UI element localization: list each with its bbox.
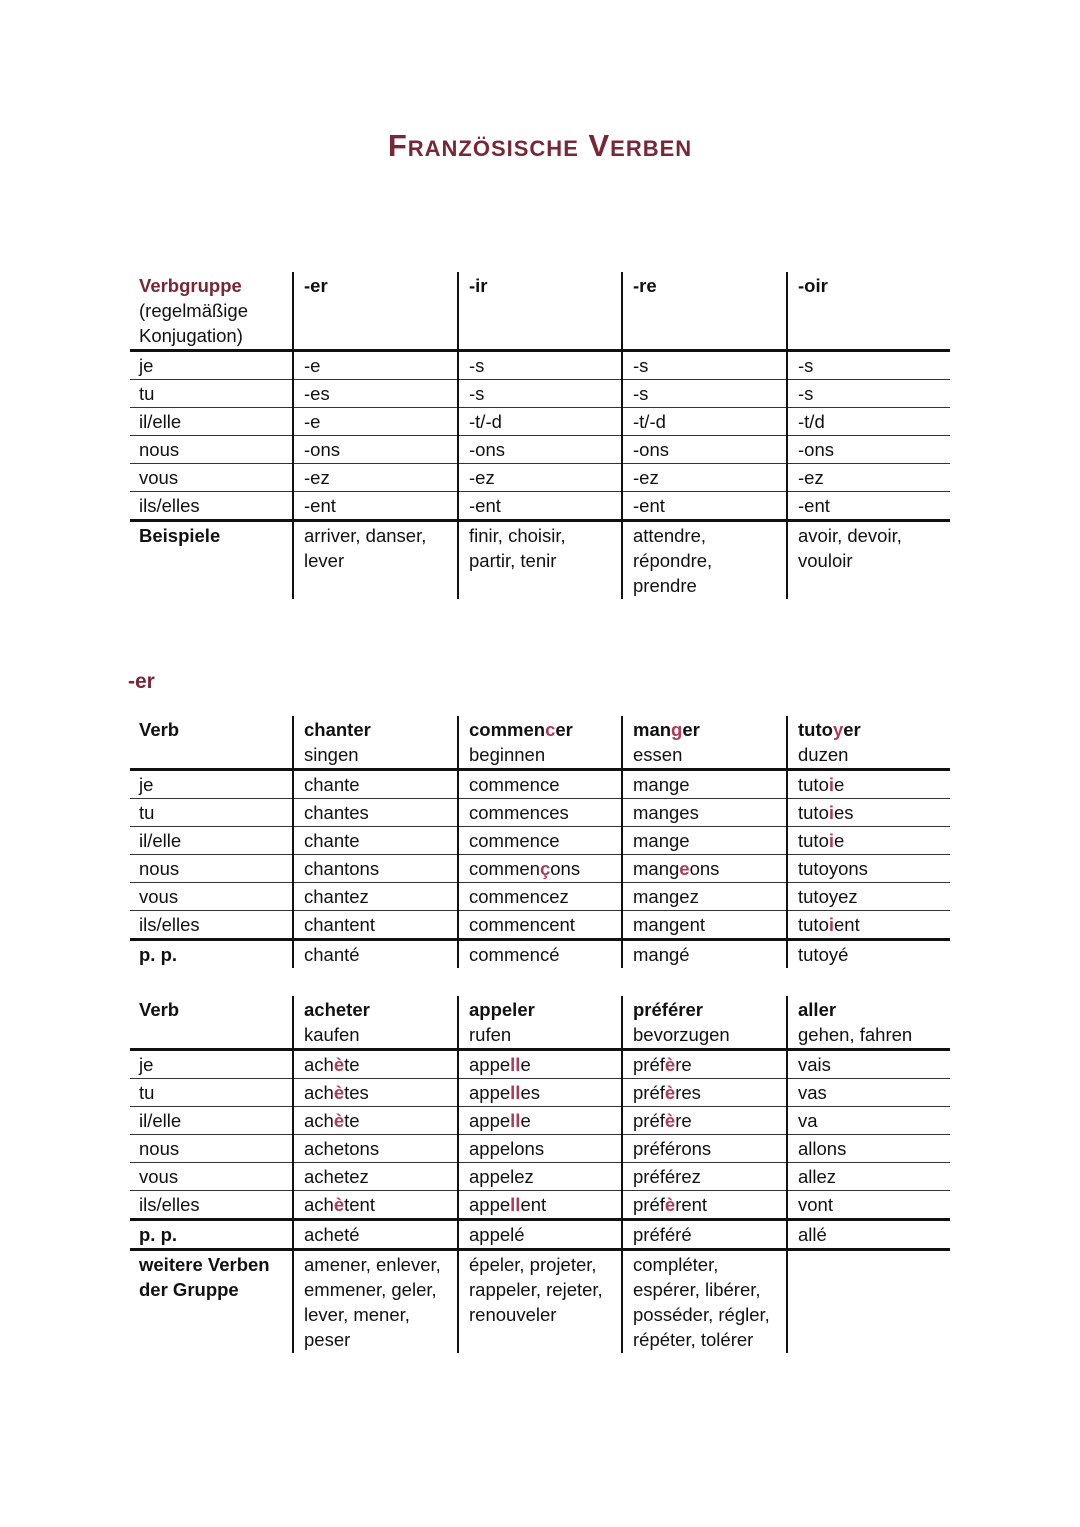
highlighted-change: ll (510, 1110, 521, 1131)
row-label: il/elle (130, 1107, 293, 1135)
row-label: p. p. (139, 944, 178, 965)
row-label: vous (130, 883, 293, 911)
table-cell: préfèrent (622, 1191, 787, 1220)
table-cell: -s (458, 380, 622, 408)
er-verbs-table-2 (130, 996, 950, 1353)
table-cell: épeler, projeter, rappeler, rejeter, renouveler (458, 1250, 622, 1354)
table-cell: -ez (622, 464, 787, 492)
header-row (130, 716, 950, 770)
table-cell: -ent (787, 492, 950, 521)
table-cell (787, 1250, 950, 1354)
table-row (130, 883, 950, 911)
verb-group-endings-table (130, 272, 950, 599)
highlighted-change: è (333, 1110, 345, 1131)
row-label: ils/elles (130, 492, 293, 521)
table-cell: préféré (622, 1220, 787, 1250)
table-cell: appelez (458, 1163, 622, 1191)
table-cell: commencent (458, 911, 622, 940)
table-cell: amener, enlever, emmener, geler, lever, mener, peser (293, 1250, 458, 1354)
header-cell (130, 716, 293, 770)
table-cell: vont (787, 1191, 950, 1220)
highlighted-change: i (828, 914, 834, 935)
highlighted-change: ll (510, 1194, 521, 1215)
table-cell: achètent (293, 1191, 458, 1220)
table-cell: -s (622, 351, 787, 380)
table-cell: achètes (293, 1079, 458, 1107)
row-label: tu (130, 799, 293, 827)
header-title: -re (633, 275, 657, 296)
table-row (130, 1163, 950, 1191)
row-label: ils/elles (130, 1191, 293, 1220)
header-subtitle: gehen, fahren (798, 1024, 913, 1045)
highlighted-change: è (333, 1054, 345, 1075)
table-cell: mangé (622, 940, 787, 969)
table-cell: vas (787, 1079, 950, 1107)
table-cell: -e (293, 408, 458, 436)
header-title: aller (798, 999, 837, 1020)
table-cell: -e (293, 351, 458, 380)
table-cell: préfères (622, 1079, 787, 1107)
header-subtitle: singen (304, 744, 359, 765)
table-cell: -ez (787, 464, 950, 492)
page-title: Französische Verben (387, 128, 693, 163)
table-cell: allons (787, 1135, 950, 1163)
table-cell: appelle (458, 1050, 622, 1079)
header-subtitle: duzen (798, 744, 849, 765)
table-cell: vais (787, 1050, 950, 1079)
header-cell (293, 996, 458, 1050)
row-label: vous (130, 464, 293, 492)
table-cell: -s (458, 351, 622, 380)
header-title: commencer (469, 719, 573, 740)
table-cell: chanté (293, 940, 458, 969)
table-cell: commencé (458, 940, 622, 969)
table-cell: tutoie (787, 827, 950, 855)
row-label: nous (130, 1135, 293, 1163)
header-cell (622, 996, 787, 1050)
table-row (130, 855, 950, 883)
table-row (130, 1079, 950, 1107)
table-cell: appelons (458, 1135, 622, 1163)
table-cell: achetez (293, 1163, 458, 1191)
table-cell: -ent (622, 492, 787, 521)
header-title: Verb (139, 999, 180, 1020)
table-row (130, 408, 950, 436)
header-cell (458, 272, 622, 351)
header-cell (622, 716, 787, 770)
header-cell (458, 716, 622, 770)
row-label: vous (130, 1163, 293, 1191)
table-row (130, 380, 950, 408)
row-label: il/elle (130, 408, 293, 436)
header-title: -ir (469, 275, 488, 296)
header-title: acheter (304, 999, 370, 1020)
header-title: Verbgruppe (139, 275, 242, 296)
highlighted-change: e (679, 858, 690, 879)
header-cell (787, 272, 950, 351)
header-title: appeler (469, 999, 535, 1020)
header-row (130, 272, 950, 351)
table-cell: chantent (293, 911, 458, 940)
table-row (130, 1135, 950, 1163)
table-cell: appelé (458, 1220, 622, 1250)
table-cell: commences (458, 799, 622, 827)
table-cell: -ent (458, 492, 622, 521)
table-row (130, 464, 950, 492)
highlighted-change: è (664, 1110, 676, 1131)
table-cell: commence (458, 770, 622, 799)
table-cell: -ons (622, 436, 787, 464)
row-label: weitere Verben der Gruppe (139, 1254, 270, 1300)
table-cell: achète (293, 1050, 458, 1079)
more-verbs-row (130, 1250, 950, 1354)
header-cell (293, 716, 458, 770)
header-cell (787, 996, 950, 1050)
header-cell (130, 996, 293, 1050)
table-cell: tutoyez (787, 883, 950, 911)
highlighted-change: i (828, 802, 834, 823)
table-row (130, 1191, 950, 1220)
table-cell: chante (293, 770, 458, 799)
header-cell (458, 996, 622, 1050)
table-cell: attendre, répondre, prendre (622, 521, 787, 600)
table-cell: préférons (622, 1135, 787, 1163)
header-title: tutoyer (798, 719, 861, 740)
table-cell: avoir, devoir, vouloir (787, 521, 950, 600)
row-label: ils/elles (130, 911, 293, 940)
table-cell: achetons (293, 1135, 458, 1163)
table-row (130, 911, 950, 940)
table-cell: mangent (622, 911, 787, 940)
header-subtitle: beginnen (469, 744, 546, 765)
header-title: Verb (139, 719, 180, 740)
row-label: nous (130, 855, 293, 883)
header-subtitle: bevorzugen (633, 1024, 730, 1045)
section-heading-er: -er (128, 670, 155, 693)
table-cell: acheté (293, 1220, 458, 1250)
table-row (130, 770, 950, 799)
row-label: je (130, 770, 293, 799)
table-cell: commençons (458, 855, 622, 883)
header-row (130, 996, 950, 1050)
table-cell: chantons (293, 855, 458, 883)
row-label: je (130, 351, 293, 380)
table-cell: préfère (622, 1107, 787, 1135)
table-row (130, 827, 950, 855)
table-cell: -ons (293, 436, 458, 464)
highlighted-change: è (333, 1194, 345, 1215)
table-cell: mangeons (622, 855, 787, 883)
highlighted-change: y (832, 719, 844, 740)
header-cell (787, 716, 950, 770)
header-cell (622, 272, 787, 351)
header-title: manger (633, 719, 700, 740)
table-cell: tutoient (787, 911, 950, 940)
row-label: p. p. (130, 1220, 293, 1250)
highlighted-change: ll (510, 1082, 521, 1103)
highlighted-change: g (671, 719, 683, 740)
examples-row (130, 521, 950, 600)
table-cell: -ent (293, 492, 458, 521)
table-cell: chantez (293, 883, 458, 911)
table-cell: compléter, espérer, libérer, posséder, régler, répéter, tolérer (622, 1250, 787, 1354)
table-cell: tutoies (787, 799, 950, 827)
row-label: il/elle (130, 827, 293, 855)
highlighted-change: i (828, 774, 834, 795)
header-title: -oir (798, 275, 828, 296)
table-row (130, 351, 950, 380)
table-row (130, 1107, 950, 1135)
header-title: préférer (633, 999, 703, 1020)
header-subtitle: essen (633, 744, 683, 765)
table-cell: -s (787, 380, 950, 408)
table-cell: -s (787, 351, 950, 380)
highlighted-change: ll (510, 1054, 521, 1075)
highlighted-change: è (664, 1082, 676, 1103)
past-participle-row (130, 940, 950, 969)
table-cell: chante (293, 827, 458, 855)
table-cell: -t/-d (622, 408, 787, 436)
table-cell: appelle (458, 1107, 622, 1135)
table-cell: achète (293, 1107, 458, 1135)
table-cell: appellent (458, 1191, 622, 1220)
table-cell: arriver, danser, lever (293, 521, 458, 600)
table-cell: allez (787, 1163, 950, 1191)
table-cell: préfère (622, 1050, 787, 1079)
row-label: tu (130, 380, 293, 408)
header-title: chanter (304, 719, 371, 740)
table-cell: -s (622, 380, 787, 408)
past-participle-row (130, 1220, 950, 1250)
highlighted-change: è (664, 1194, 676, 1215)
table-cell: tutoie (787, 770, 950, 799)
header-subtitle: kaufen (304, 1024, 360, 1045)
table-cell: va (787, 1107, 950, 1135)
highlighted-change: ç (539, 858, 551, 879)
table-row (130, 492, 950, 521)
table-cell: chantes (293, 799, 458, 827)
table-cell: tutoyons (787, 855, 950, 883)
table-cell: manges (622, 799, 787, 827)
table-cell: finir, choisir, partir, tenir (458, 521, 622, 600)
highlighted-change: è (664, 1054, 676, 1075)
table-cell: -t/d (787, 408, 950, 436)
table-row (130, 436, 950, 464)
header-subtitle: rufen (469, 1024, 512, 1045)
row-label: Beispiele (139, 525, 221, 546)
table-cell: mange (622, 827, 787, 855)
row-label: tu (130, 1079, 293, 1107)
table-cell: -ons (787, 436, 950, 464)
table-cell: -t/-d (458, 408, 622, 436)
header-cell (293, 272, 458, 351)
table-cell: commencez (458, 883, 622, 911)
row-label: je (130, 1050, 293, 1079)
highlighted-change: è (333, 1082, 345, 1103)
table-cell: appelles (458, 1079, 622, 1107)
table-cell: préférez (622, 1163, 787, 1191)
table-cell: -ez (458, 464, 622, 492)
table-cell: -es (293, 380, 458, 408)
row-label: nous (130, 436, 293, 464)
table-cell: -ez (293, 464, 458, 492)
header-subtitle: (regelmäßige Konjugation) (139, 300, 248, 346)
header-cell (130, 272, 293, 351)
highlighted-change: i (828, 830, 834, 851)
table-row (130, 1050, 950, 1079)
table-row (130, 799, 950, 827)
table-cell: tutoyé (787, 940, 950, 969)
table-cell: mange (622, 770, 787, 799)
table-cell: mangez (622, 883, 787, 911)
table-cell: -ons (458, 436, 622, 464)
er-verbs-table-1 (130, 716, 950, 968)
highlighted-change: c (545, 719, 556, 740)
header-title: -er (304, 275, 328, 296)
table-cell: commence (458, 827, 622, 855)
table-cell: allé (787, 1220, 950, 1250)
